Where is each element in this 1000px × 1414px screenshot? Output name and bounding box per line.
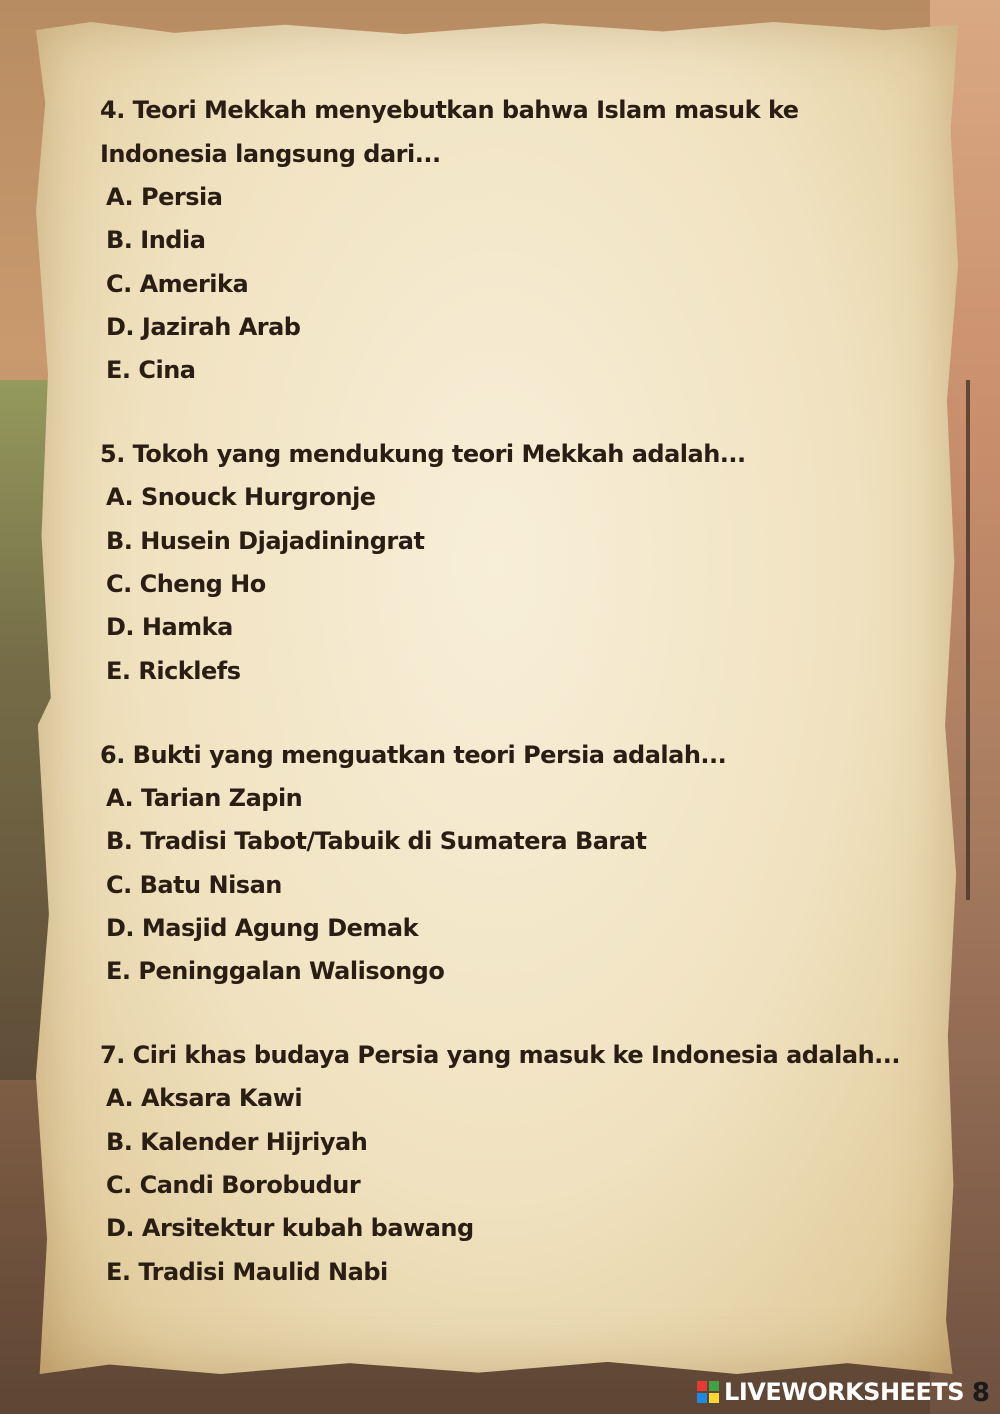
option-c[interactable]: C. Batu Nisan <box>106 870 282 899</box>
logo-square-blue <box>697 1393 707 1403</box>
brand-text: LIVEWORKSHEETS <box>724 1378 964 1406</box>
option-c[interactable]: C. Amerika <box>106 269 249 298</box>
question-7 <box>100 1033 920 1293</box>
option-d[interactable]: D. Masjid Agung Demak <box>106 913 419 942</box>
logo-square-yellow <box>709 1393 719 1403</box>
option-b[interactable]: B. Husein Djajadiningrat <box>106 526 425 555</box>
option-a[interactable]: A. Tarian Zapin <box>106 783 303 812</box>
option-a[interactable]: A. Aksara Kawi <box>106 1084 303 1113</box>
worksheet-content <box>100 88 920 1334</box>
question-text: 7. Ciri khas budaya Persia yang masuk ke Indonesia adalah... <box>100 1041 901 1070</box>
question-text: 5. Tokoh yang mendukung teori Mekkah adalah... <box>100 440 746 469</box>
question-6 <box>100 733 920 993</box>
question-5 <box>100 432 920 692</box>
option-e[interactable]: E. Tradisi Maulid Nabi <box>106 1257 388 1286</box>
logo-square-green <box>709 1381 719 1391</box>
option-b[interactable]: B. India <box>106 226 206 255</box>
option-c[interactable]: C. Candi Borobudur <box>106 1171 361 1200</box>
page-number: 8 <box>971 1378 990 1408</box>
question-4 <box>100 88 920 392</box>
question-text: 4. Teori Mekkah menyebutkan bahwa Islam masuk ke Indonesia langsung dari... <box>100 96 799 168</box>
option-e[interactable]: E. Cina <box>106 356 196 385</box>
option-e[interactable]: E. Peninggalan Walisongo <box>106 957 445 986</box>
option-a[interactable]: A. Snouck Hurgronje <box>106 483 376 512</box>
option-b[interactable]: B. Tradisi Tabot/Tabuik di Sumatera Barat <box>106 827 647 856</box>
option-d[interactable]: D. Hamka <box>106 613 233 642</box>
option-d[interactable]: D. Arsitektur kubah bawang <box>106 1214 474 1243</box>
logo-square-red <box>697 1381 707 1391</box>
option-d[interactable]: D. Jazirah Arab <box>106 312 301 341</box>
liveworksheets-brand[interactable] <box>697 1378 986 1406</box>
option-e[interactable]: E. Ricklefs <box>106 656 241 685</box>
option-b[interactable]: B. Kalender Hijriyah <box>106 1127 368 1156</box>
option-c[interactable]: C. Cheng Ho <box>106 570 266 599</box>
liveworksheets-logo-icon <box>697 1381 719 1403</box>
option-a[interactable]: A. Persia <box>106 183 223 211</box>
question-text: 6. Bukti yang menguatkan teori Persia adalah... <box>100 740 727 769</box>
ship-mast <box>966 380 970 900</box>
